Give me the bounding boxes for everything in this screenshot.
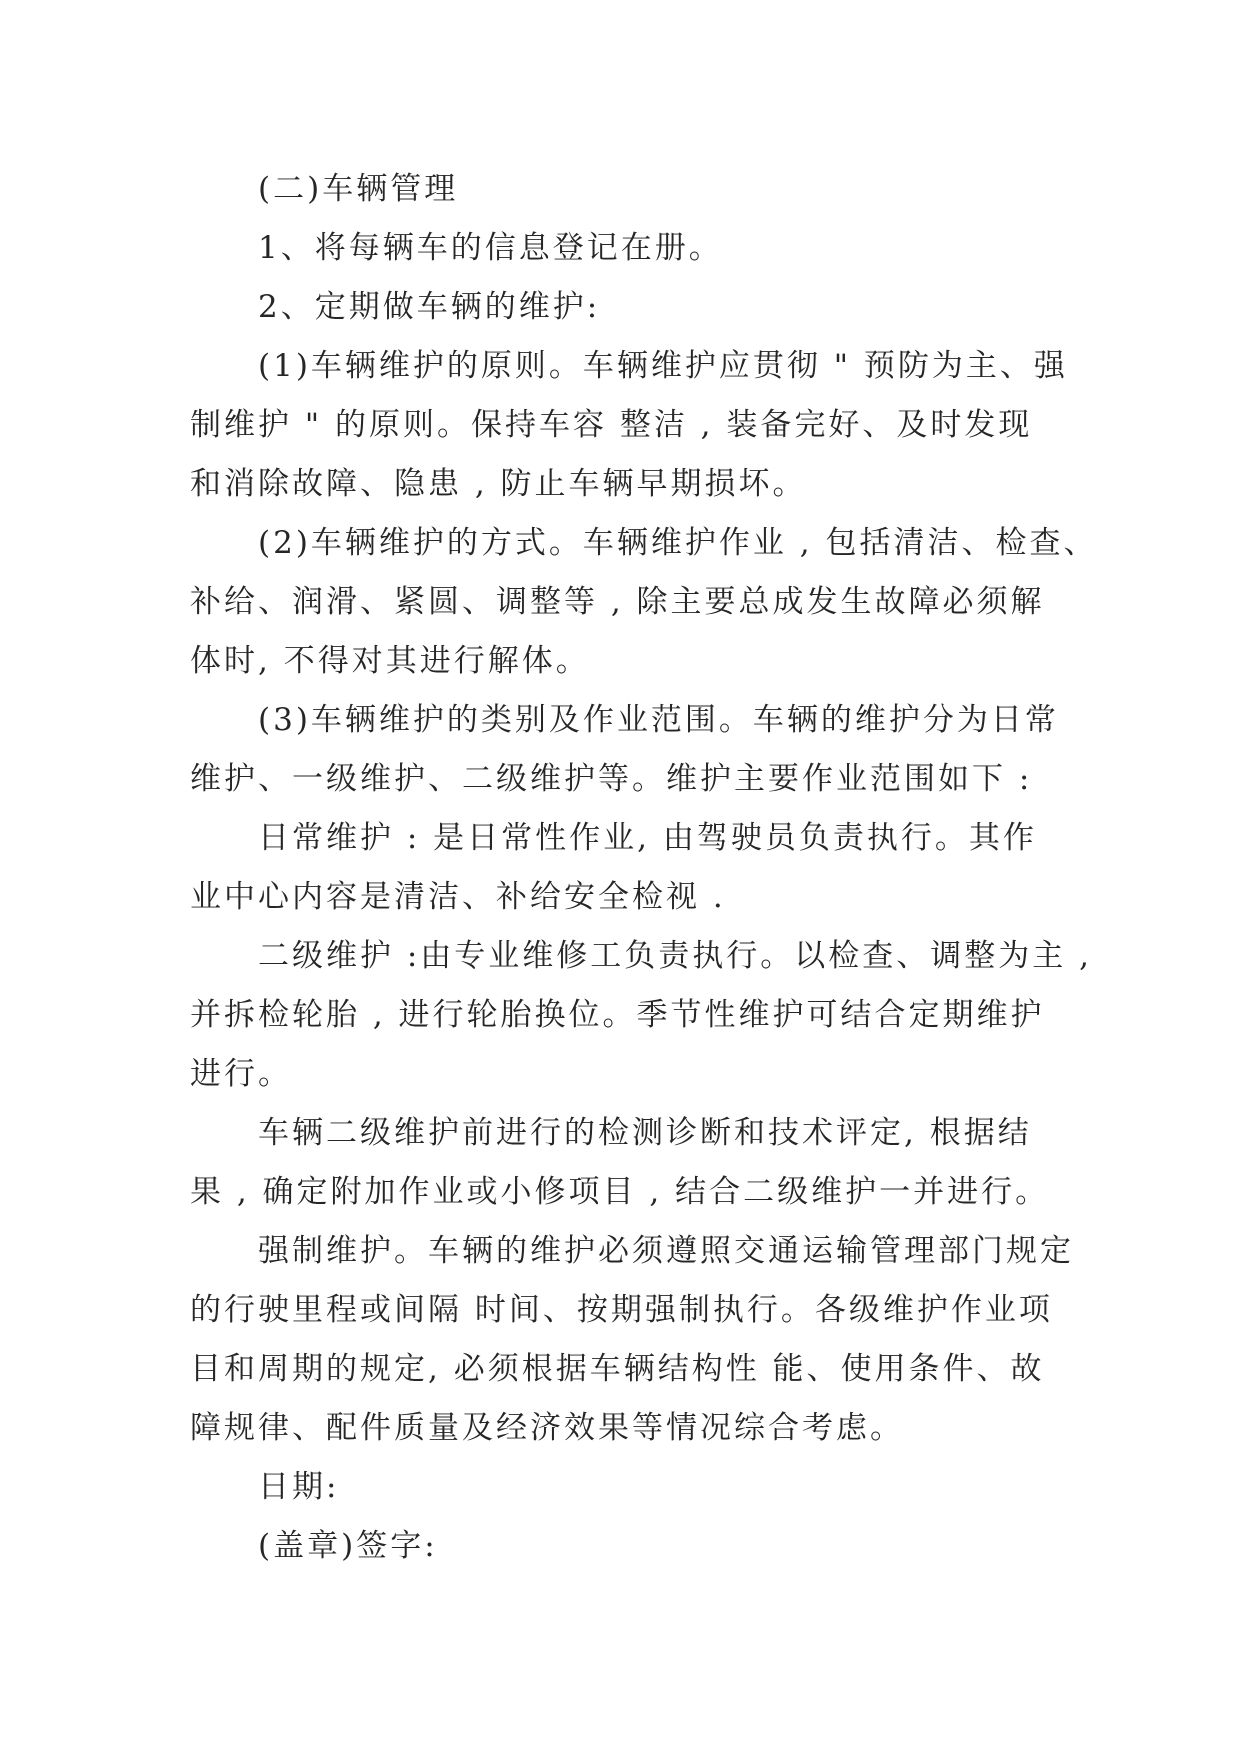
paragraph-line: 补给、润滑、紧圆、调整等 , 除主要总成发生故障必须解 bbox=[190, 584, 1045, 620]
paragraph-line: 障规律、配件质量及经济效果等情况综合考虑。 bbox=[190, 1410, 904, 1446]
paragraph-line: 强制维护。车辆的维护必须遵照交通运输管理部门规定 bbox=[258, 1233, 1074, 1269]
document-body bbox=[190, 160, 1098, 1576]
paragraph-line: 维护、一级维护、二级维护等。维护主要作业范围如下 : bbox=[190, 761, 1033, 797]
list-item: 2、定期做车辆的维护: bbox=[258, 289, 601, 325]
paragraph-line: 目和周期的规定, 必须根据车辆结构性 能、使用条件、故 bbox=[190, 1351, 1045, 1387]
section-heading: (二)车辆管理 bbox=[258, 171, 459, 207]
paragraph-line: 果 , 确定附加作业或小修项目 , 结合二级维护一并进行。 bbox=[190, 1174, 1050, 1210]
paragraph-line: 制维护 " 的原则。保持车容 整洁 , 装备完好、及时发现 bbox=[190, 407, 1033, 443]
date-field-label: 日期: bbox=[258, 1469, 340, 1505]
signature-field-label: (盖章)签字: bbox=[258, 1528, 438, 1564]
paragraph-line: 并拆检轮胎 , 进行轮胎换位。季节性维护可结合定期维护 bbox=[190, 997, 1045, 1033]
paragraph-line: 的行驶里程或间隔 时间、按期强制执行。各级维护作业项 bbox=[190, 1292, 1053, 1328]
paragraph-line: 业中心内容是清洁、补给安全检视 . bbox=[190, 879, 726, 915]
paragraph-line: 体时, 不得对其进行解体。 bbox=[190, 643, 590, 679]
paragraph-line: 进行。 bbox=[190, 1056, 292, 1092]
paragraph-line: (3)车辆维护的类别及作业范围。车辆的维护分为日常 bbox=[258, 702, 1059, 738]
paragraph-line: 日常维护 : 是日常性作业, 由驾驶员负责执行。其作 bbox=[258, 820, 1037, 856]
paragraph-line: 二级维护 :由专业维修工负责执行。以检查、调整为主 , bbox=[258, 938, 1093, 974]
paragraph-line: (2)车辆维护的方式。车辆维护作业 , 包括清洁、检查、 bbox=[258, 525, 1098, 561]
paragraph-line: 和消除故障、隐患 , 防止车辆早期损坏。 bbox=[190, 466, 807, 502]
paragraph-line: 车辆二级维护前进行的检测诊断和技术评定, 根据结 bbox=[258, 1115, 1032, 1151]
paragraph-line: (1)车辆维护的原则。车辆维护应贯彻 " 预防为主、强 bbox=[258, 348, 1068, 384]
list-item: 1、将每辆车的信息登记在册。 bbox=[258, 230, 723, 266]
